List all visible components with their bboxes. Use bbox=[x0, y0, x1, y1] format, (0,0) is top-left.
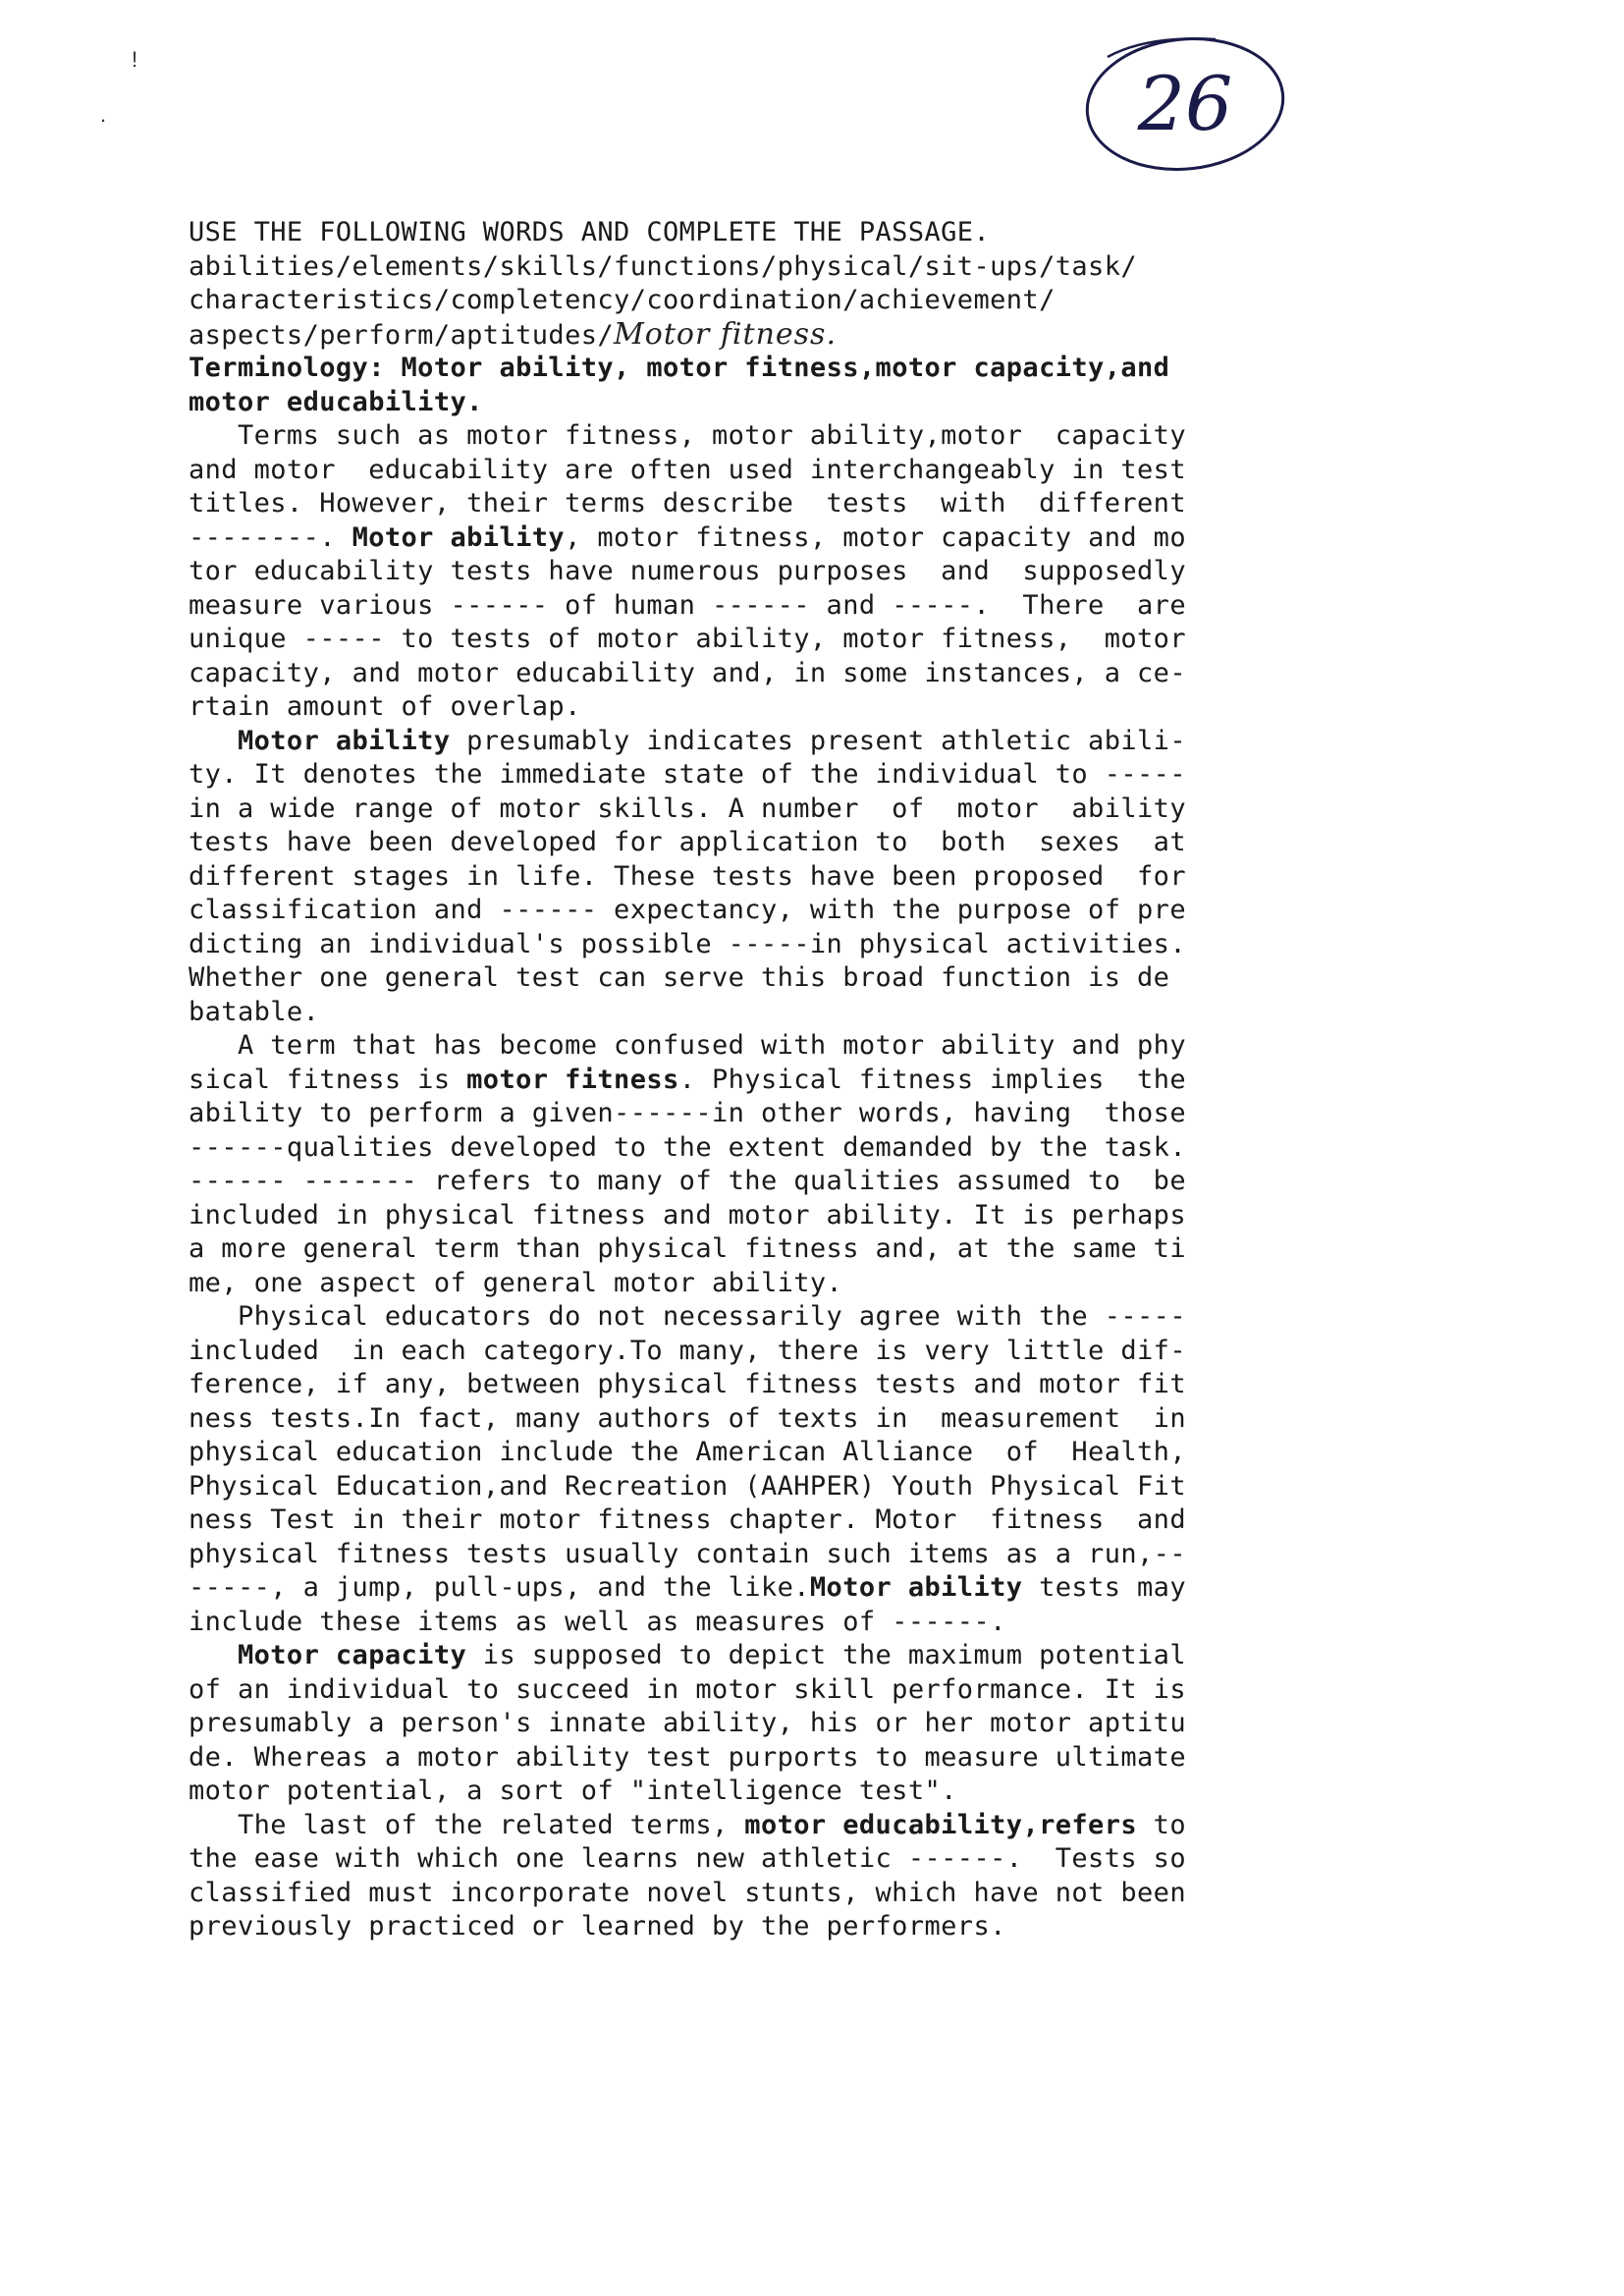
passage-line: -----, a jump, pull-ups, and the like.Motor ability tests may bbox=[189, 1572, 1186, 1603]
passage-line: ference, if any, between physical fitness tests and motor fit bbox=[189, 1369, 1186, 1399]
handwritten-circle-icon bbox=[1078, 27, 1292, 177]
passage-line: Whether one general test can serve this broad function is de bbox=[189, 962, 1170, 993]
passage-line: included in physical fitness and motor ability. It is perhaps bbox=[189, 1199, 1186, 1230]
passage-line: include these items as well as measures of ------. bbox=[189, 1606, 1006, 1637]
page-number-circle bbox=[1078, 27, 1292, 177]
word-list-text: aspects/perform/aptitudes/ bbox=[189, 319, 615, 351]
passage-line: rtain amount of overlap. bbox=[189, 691, 581, 722]
page-number: 26 bbox=[1137, 60, 1233, 147]
passage-line: capacity, and motor educability and, in some instances, a ce- bbox=[189, 657, 1186, 688]
passage-line: sical fitness is motor fitness. Physical fitness implies the bbox=[189, 1064, 1187, 1095]
passage-line: A term that has become confused with motor ability and phy bbox=[189, 1030, 1186, 1061]
passage-line: unique ----- to tests of motor ability, motor fitness, motor bbox=[189, 624, 1186, 654]
passage-line: different stages in life. These tests have been proposed for bbox=[189, 860, 1186, 892]
bold-term: Motor capacity bbox=[237, 1640, 467, 1670]
terminology-label: Terminology: bbox=[189, 353, 385, 383]
bold-term: Motor ability bbox=[237, 725, 451, 756]
passage-line: me, one aspect of general motor ability. bbox=[189, 1267, 843, 1298]
worksheet-body bbox=[189, 216, 1426, 1944]
handwritten-addition: Motor fitness. bbox=[614, 316, 837, 352]
passage-line: in a wide range of motor skills. A number of motor ability bbox=[189, 793, 1186, 824]
bold-term: motor educability,refers bbox=[744, 1809, 1138, 1840]
passage-line: and motor educability are often used interchangeably in test bbox=[189, 454, 1186, 485]
passage-line: ------qualities developed to the extent demanded by the task. bbox=[189, 1131, 1186, 1163]
word-list-line: abilities/elements/skills/functions/physical/sit-ups/task/ bbox=[189, 250, 1138, 282]
passage-line: a more general term than physical fitness and, at the same ti bbox=[189, 1233, 1186, 1264]
passage-line: classification and ------ expectancy, with the purpose of pre bbox=[189, 895, 1186, 925]
passage-line: ness tests.In fact, many authors of texts in measurement in bbox=[189, 1402, 1186, 1434]
passage-line: physical education include the American Alliance of Health, bbox=[189, 1437, 1186, 1467]
passage-line: Terms such as motor fitness, motor ability,motor capacity bbox=[189, 420, 1186, 451]
margin-dot: . bbox=[100, 102, 107, 127]
terminology-text: Motor ability, motor fitness,motor capacity,and bbox=[384, 353, 1170, 383]
passage-line: of an individual to succeed in motor skill performance. It is bbox=[189, 1673, 1186, 1705]
passage-line: The last of the related terms, motor educability,refers to bbox=[189, 1809, 1186, 1840]
passage-line: Motor capacity is supposed to depict the maximum potential bbox=[237, 1640, 1186, 1670]
word-list-line bbox=[189, 318, 1426, 353]
passage-line: ty. It denotes the immediate state of the individual to ----- bbox=[189, 759, 1186, 790]
passage-line: ness Test in their motor fitness chapter. Motor fitness and bbox=[189, 1504, 1186, 1535]
passage-line: presumably a person's innate ability, his or her motor aptitu bbox=[189, 1708, 1186, 1738]
passage-line: previously practiced or learned by the performers. bbox=[189, 1911, 1006, 1941]
passage-line: de. Whereas a motor ability test purports to measure ultimate bbox=[189, 1741, 1186, 1773]
terminology-line bbox=[189, 352, 1426, 386]
passage-line: physical fitness tests usually contain such items as a run,-- bbox=[189, 1538, 1186, 1569]
passage-line: titles. However, their terms describe tests with different bbox=[189, 488, 1186, 519]
word-list-line: characteristics/completency/coordination/achievement/ bbox=[189, 285, 1056, 315]
passage-line: classified must incorporate novel stunts, which have not been bbox=[189, 1877, 1186, 1908]
margin-mark: ! bbox=[132, 47, 138, 72]
passage-line: Motor ability presumably indicates present athletic abili- bbox=[237, 725, 1186, 756]
bold-term: Motor ability bbox=[352, 521, 566, 553]
passage-line: ability to perform a given------in other words, having those bbox=[189, 1098, 1186, 1128]
bold-term: Motor ability bbox=[809, 1572, 1023, 1603]
passage-line: measure various ------ of human ------ and -----. There are bbox=[189, 589, 1186, 621]
passage-line: tor educability tests have numerous purposes and supposedly bbox=[189, 556, 1186, 586]
passage-line: Physical educators do not necessarily agree with the ----- bbox=[189, 1301, 1186, 1332]
passage-line: included in each category.To many, there is very little dif- bbox=[189, 1335, 1186, 1366]
passage-line: tests have been developed for application to both sexes at bbox=[189, 827, 1186, 857]
passage-line: Physical Education,and Recreation (AAHPER) Youth Physical Fit bbox=[189, 1470, 1186, 1502]
passage-line: --------. Motor ability, motor fitness, motor capacity and mo bbox=[189, 521, 1186, 553]
bold-term: motor fitness bbox=[466, 1064, 679, 1095]
passage-line: the ease with which one learns new athletic ------. Tests so bbox=[189, 1843, 1186, 1874]
passage-line: ------ ------- refers to many of the qualities assumed to be bbox=[189, 1166, 1186, 1196]
passage bbox=[189, 419, 1426, 1944]
passage-line: dicting an individual's possible -----in physical activities. bbox=[189, 928, 1186, 959]
terminology-text: motor educability. bbox=[189, 386, 483, 417]
passage-line: batable. bbox=[189, 996, 320, 1027]
passage-line: motor potential, a sort of "intelligence test". bbox=[189, 1776, 957, 1806]
instruction-heading: USE THE FOLLOWING WORDS AND COMPLETE THE PASSAGE. bbox=[189, 217, 991, 247]
